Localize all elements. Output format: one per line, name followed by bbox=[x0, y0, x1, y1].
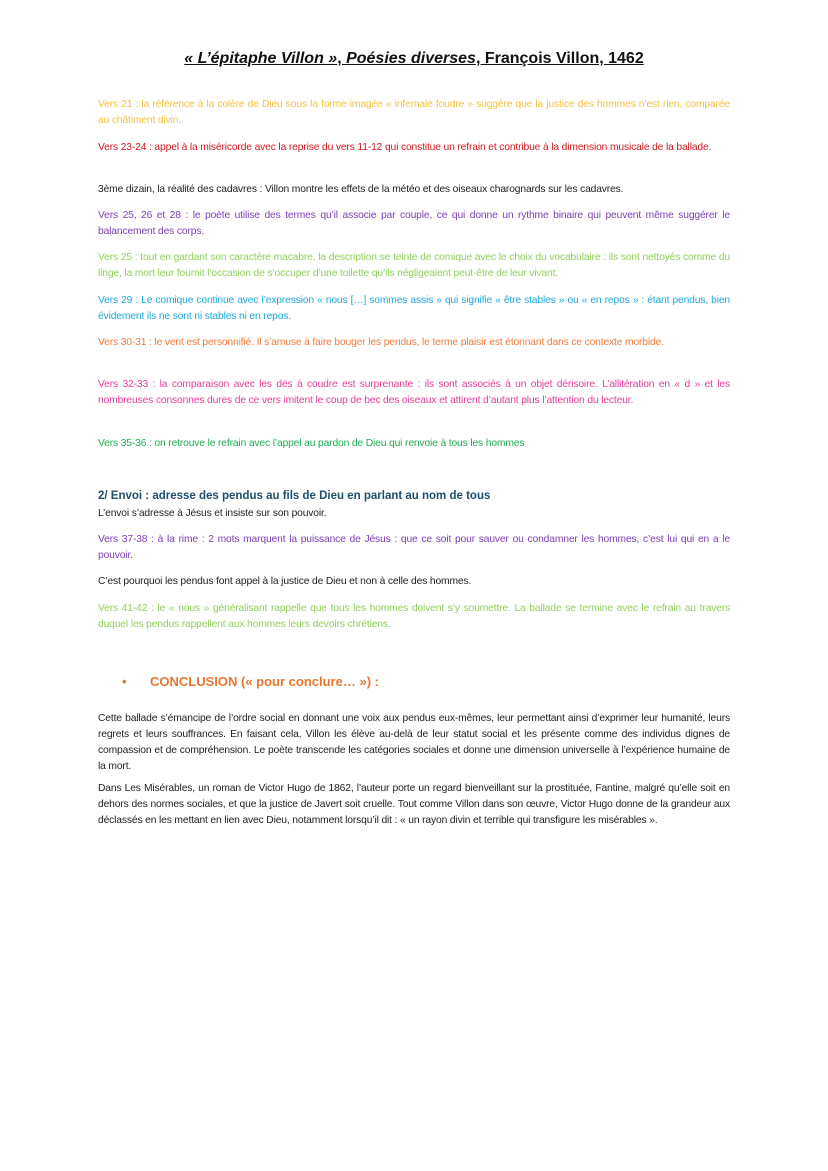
paragraph-vers-25: Vers 25 : tout en gardant son caractère macabre, la description se teinte de comique avec le choix du vocabulaire : ils sont nettoyés comme du linge, la mort leur fournit l’occasion de s’occuper d’une toilette qu’ils négligeaient peut-être de leur vivant. bbox=[98, 252, 730, 279]
paragraph-vers-41-42: Vers 41-42 : le « nous » généralisant rappelle que tous les hommes doivent s’y soumettre. La ballade se termine avec le refrain au travers duquel les pendus rappellent aux hommes leurs devoirs chrétiens. bbox=[98, 603, 730, 630]
paragraph-3eme-dizain: 3ème dizain, la réalité des cadavres : Villon montre les effets de la météo et des oiseaux charognards sur les cadavres. bbox=[98, 184, 624, 195]
title-author-date: , François Villon, 1462 bbox=[475, 50, 644, 67]
title-sep: , bbox=[337, 50, 347, 67]
paragraph-vers-23-24: Vers 23-24 : appel à la miséricorde avec la reprise du vers 11-12 qui constitue un refrain et contribue à la dimension musicale de la ballade. bbox=[98, 142, 712, 153]
paragraph-vers-32-33: Vers 32-33 : la comparaison avec les dés à coudre est surprenante : ils sont associés à un objet dérisoire. L’allitération en « d » et les nombreuses consonnes dures de ce vers imitent le coup de bec des oiseaux et attirent d’autant plus l’attention du lecteur. bbox=[98, 379, 730, 406]
title-collection: Poésies diverses bbox=[346, 50, 476, 67]
document-title bbox=[0, 50, 828, 68]
paragraph-vers-30-31: Vers 30-31 : le vent est personnifié. Il s’amuse à faire bouger les pendus, le terme plaisir est étonnant dans ce contexte morbide. bbox=[98, 337, 664, 348]
paragraph-vers-25-26-28: Vers 25, 26 et 28 : le poète utilise des termes qu’il associe par couple, ce qui donne un rythme binaire qui peuvent même suggérer le balancement des corps. bbox=[98, 210, 730, 237]
title-poem: « L’épitaphe Villon » bbox=[184, 50, 338, 67]
paragraph-conclusion-1: Cette ballade s’émancipe de l’ordre social en donnant une voix aux pendus eux-mêmes, leur permettant ainsi d’exprimer leur humanité, leurs regrets et leurs souffrances. En faisant cela, Villon les élève au-delà de leur statut social et les présente comme des individus dignes de compassion et de compréhension. Le poète transcende les catégories sociales et donne une dimension universelle à l’expérience humaine de la mort. bbox=[98, 713, 730, 772]
paragraph-justice-dieu: C’est pourquoi les pendus font appel à la justice de Dieu et non à celle des hommes. bbox=[98, 576, 472, 587]
paragraph-vers-29: Vers 29 : Le comique continue avec l’expression « nous […] sommes assis » qui signifie « être stables » ou « en repos » : étant pendus, bien évidement ils ne sont ni stables ni en repos. bbox=[98, 295, 730, 322]
paragraph-vers-21: Vers 21 : la référence à la colère de Dieu sous la forme imagée « infernale foudre » suggère que la justice des hommes n’est rien, comparée au châtiment divin. bbox=[98, 99, 730, 126]
paragraph-vers-35-36: Vers 35-36 : on retrouve le refrain avec l’appel au pardon de Dieu qui renvoie à tous les hommes bbox=[98, 438, 525, 449]
paragraph-vers-37-38: Vers 37-38 : à la rime : 2 mots marquent la puissance de Jésus : que ce soit pour sauver ou condamner les hommes, c’est lui qui en a le pouvoir. bbox=[98, 534, 730, 561]
bullet-icon: • bbox=[122, 674, 127, 689]
conclusion-heading bbox=[122, 674, 379, 689]
paragraph-conclusion-2: Dans Les Misérables, un roman de Victor Hugo de 1862, l’auteur porte un regard bienveillant sur la prostituée, Fantine, malgré qu’elle soit en dehors des normes sociales, et que la justice de Javert soit cruelle. Tout comme Villon dans son œuvre, Victor Hugo donne de la grandeur aux déclassés en les mettant en lien avec Dieu, notamment lorsqu’il dit : « un rayon divin et terrible qui transfigure les misérables ». bbox=[98, 783, 730, 826]
paragraph-envoi-intro: L’envoi s’adresse à Jésus et insiste sur son pouvoir. bbox=[98, 508, 327, 519]
conclusion-heading-text: CONCLUSION (« pour conclure… ») : bbox=[150, 674, 379, 689]
section-heading-envoi: 2/ Envoi : adresse des pendus au fils de Dieu en parlant au nom de tous bbox=[98, 490, 491, 502]
